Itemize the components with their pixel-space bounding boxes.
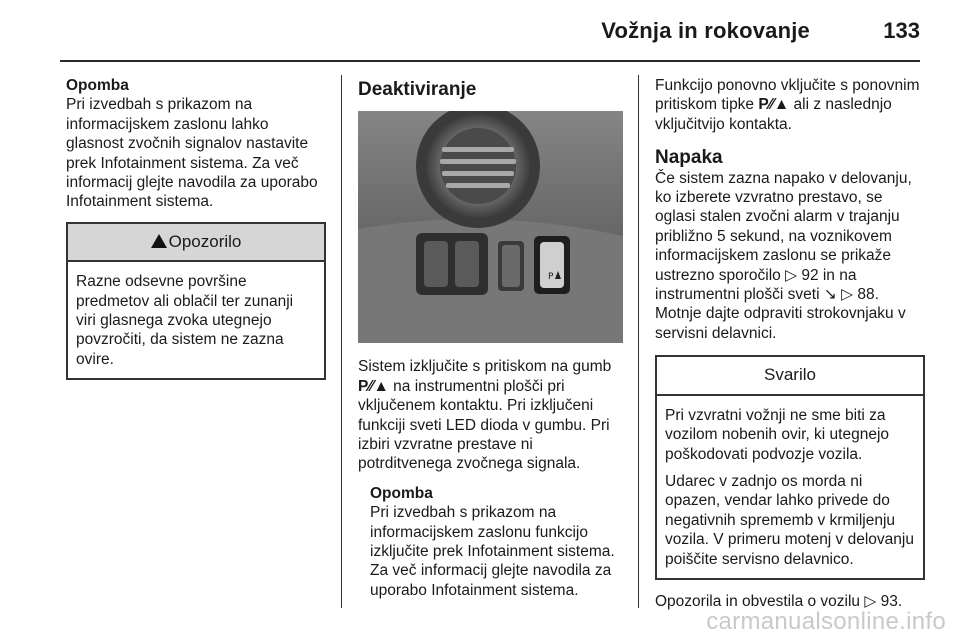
deactivation-text-1: Sistem izključite s pritiskom na gumb xyxy=(358,358,612,376)
column-divider-2 xyxy=(638,75,639,608)
warning-triangle-icon xyxy=(151,234,167,248)
note-text: Pri izvedbah s prikazom na informacijskem zaslonu lahko glasnost zvočnih signalov nastavite prek Infotainment sistema. Za več informacij glejte navodila za uporabo Infotainment sistema. xyxy=(66,96,318,211)
dashboard-switch-illustration xyxy=(358,111,623,343)
warning-box-header xyxy=(68,224,324,262)
caution-text-2: Udarec v zadnjo os morda ni opazen, vendar lahko privede do negativnih sprememb v krmiljenju vozila. V primeru motenj v delovanju poiščite servisno delavnico. xyxy=(665,472,914,568)
warning-box xyxy=(66,222,326,380)
section-heading-deactivation: Deaktiviranje xyxy=(358,79,477,100)
note-title-2: Opomba xyxy=(370,484,433,502)
warning-text: Razne odsevne površine predmetov ali oblačil ter zunanji viri glasnega zvoka utegnejo povzročiti, da sistem ne zazna ovire. xyxy=(76,273,294,368)
caution-text-1: Pri vzvratni vožnji ne sme biti za vozilom nobenih ovir, ki utegnejo poškodovati podvozje vozila. xyxy=(665,406,890,463)
cross-reference: Opozorila in obvestila o vozilu ▷ 93. xyxy=(655,592,903,610)
page-header-title: Vožnja in rokovanje xyxy=(601,18,810,43)
page-number: 133 xyxy=(883,18,920,43)
note-text-2: Pri izvedbah s prikazom na informacijskem zaslonu funkcijo izključite prek Infotainment sistema. Za več informacij glejte navodila za uporabo Infotainment sistema. xyxy=(370,504,615,599)
parking-sensor-symbol-icon: P⁄⁄▲ xyxy=(358,377,389,395)
warning-box-title: Opozorilo xyxy=(168,231,242,251)
deactivation-paragraph xyxy=(358,357,626,473)
header-rule xyxy=(60,60,920,62)
warning-box-body xyxy=(68,262,324,378)
caution-box xyxy=(655,355,925,580)
column-divider-1 xyxy=(341,75,342,608)
caution-box-body xyxy=(657,396,923,578)
dashboard-switch-photo xyxy=(358,111,623,343)
reactivation-paragraph xyxy=(655,76,925,134)
note-title: Opomba xyxy=(66,77,129,94)
reactivation-text-1: Funkcijo ponovno vključite s ponovnim pritiskom tipke xyxy=(655,77,920,114)
caution-box-header: Svarilo xyxy=(657,357,923,395)
column-1 xyxy=(66,76,326,380)
section-heading-fault: Napaka xyxy=(655,147,723,169)
reactivation-text-2: ali z naslednjo vključitvijo kontakta. xyxy=(655,96,892,133)
watermark: carmanualsonline.info xyxy=(706,608,946,635)
column-2 xyxy=(358,76,626,600)
svg-text:P: P xyxy=(548,272,554,283)
fault-paragraph: Če sistem zazna napako v delovanju, ko izberete vzvratno prestavo, se oglasi stalen zvočni alarm v trajanju približno 5 sekund, na voznikovem informacijskem zaslonu se prikaže ustrezno sporočilo ▷ 92 in na instrumentni plošči sveti ↘ ▷ 88. Motnje dajte odpraviti strokovnjaku v servisni delavnici. xyxy=(655,169,912,342)
deactivation-text-2: na instrumentni plošči pri vključenem kontaktu. Pri izključeni funkciji sveti LED dioda v gumbu. Pri izbiri vzvratne prestave ni potrditvenega zvočnega signala. xyxy=(358,377,610,473)
note-block xyxy=(370,484,626,600)
parking-sensor-symbol-icon-2: P⁄⁄▲ xyxy=(758,96,790,114)
column-3 xyxy=(655,76,925,611)
